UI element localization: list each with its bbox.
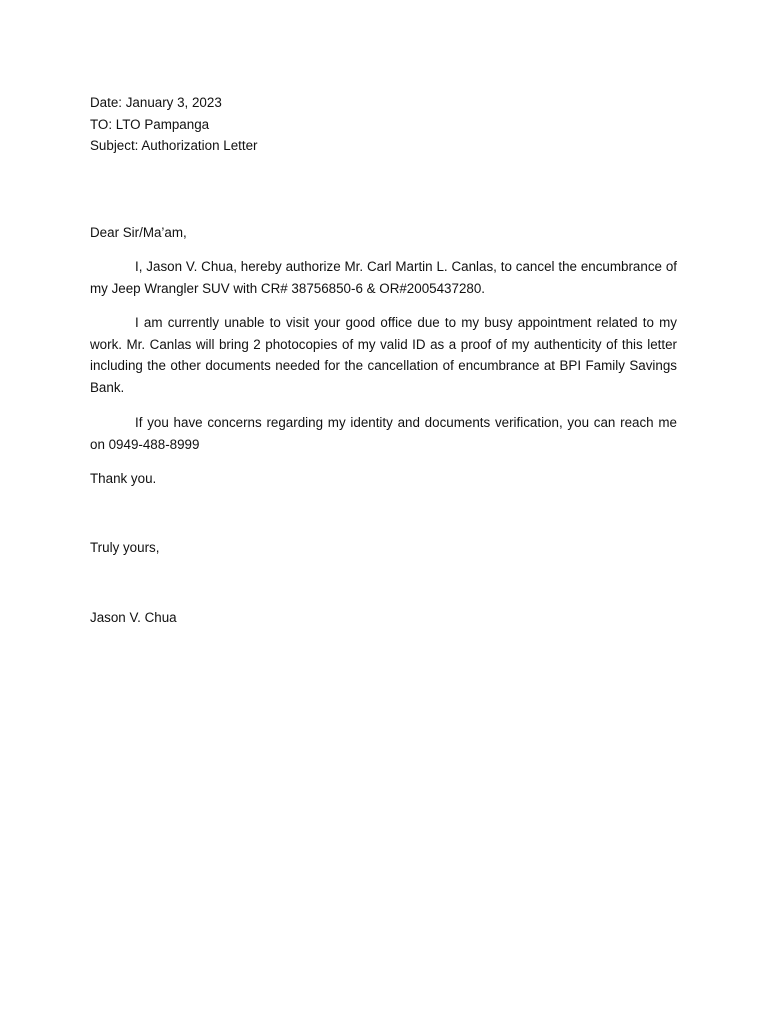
signature-name: Jason V. Chua [90,610,177,625]
date-line: Date: January 3, 2023 [90,95,222,110]
recipient-line: TO: LTO Pampanga [90,116,210,132]
body-paragraph-reason: I am currently unable to visit your good office due to my busy appointment related to my work. Mr. Canlas will bring 2 photocopies of my valid ID as a proof of my authenticity of this letter including the other documents needed for the cancellation of encumbrance at BPI Family Savings Bank. [90,315,677,395]
closing-line: Truly yours, [90,540,160,555]
salutation: Dear Sir/Ma’am, [90,225,187,240]
thank-you-line: Thank you. [90,471,157,486]
body-paragraph-authorization: I, Jason V. Chua, hereby authorize Mr. Carl Martin L. Canlas, to cancel the encumbrance of my Jeep Wrangler SUV with CR# 38756850-6 & OR#2005437280. [90,259,677,296]
subject-line: Subject: Authorization Letter [90,138,258,153]
letter-header [90,92,677,157]
body-paragraph-contact: If you have concerns regarding my identity and documents verification, you can reach me on 0949-488-8999 [90,415,677,452]
